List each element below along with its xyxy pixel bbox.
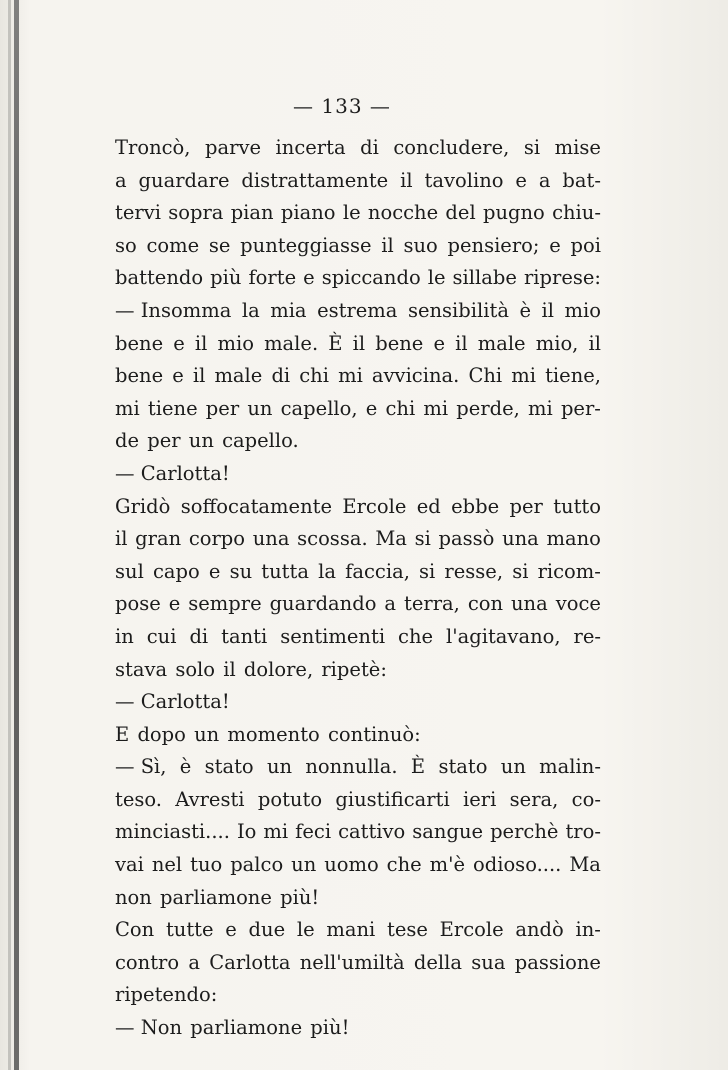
word: parve: [205, 136, 262, 159]
word: con: [467, 592, 504, 616]
word: le: [296, 918, 315, 942]
word: una: [502, 527, 539, 551]
word: parliamone: [190, 1016, 303, 1040]
word: di: [189, 624, 209, 648]
word: minciasti....: [115, 820, 230, 844]
word: E: [115, 722, 130, 746]
word: una: [252, 527, 290, 551]
word: punteggiasse: [240, 233, 372, 257]
word: battendo: [115, 266, 204, 290]
word: teso.: [115, 787, 162, 811]
word: nell'umiltà: [299, 950, 405, 974]
text-line: [115, 523, 601, 556]
word: suo: [403, 233, 438, 257]
word: mio: [217, 331, 254, 355]
word: sera,: [509, 787, 559, 811]
word: — Sì,: [115, 755, 167, 779]
word: distrattamente: [241, 168, 389, 192]
word: capello.: [222, 429, 299, 453]
text-line: [115, 197, 601, 230]
text-line: [115, 914, 601, 947]
body-text: [115, 132, 601, 1045]
word: tiene,: [545, 364, 601, 388]
word: nonnulla.: [305, 755, 398, 779]
word: mi: [528, 396, 553, 420]
word: — Carlotta!: [115, 461, 230, 485]
word: giustificarti: [335, 787, 450, 811]
word: un: [194, 722, 220, 746]
word: e: [173, 331, 185, 355]
word: dopo: [137, 722, 186, 746]
word: uomo: [324, 853, 379, 877]
word: ebbe: [451, 494, 500, 518]
word: mi: [115, 396, 140, 420]
word: tese: [387, 918, 428, 942]
word: chiu-: [552, 201, 601, 225]
word: corpo: [188, 527, 246, 551]
word: ieri: [463, 787, 497, 811]
word: mise: [554, 136, 601, 159]
word: come: [146, 233, 200, 257]
word: ripetè:: [321, 657, 387, 681]
word: a: [538, 168, 551, 192]
word: terra,: [404, 592, 460, 616]
word: più!: [280, 885, 320, 909]
word: Troncò,: [115, 136, 191, 159]
word: il: [192, 364, 206, 388]
word: Ma: [569, 853, 601, 877]
text-line: [115, 816, 601, 849]
word: chi: [385, 396, 416, 420]
word: sensibilità: [407, 298, 509, 322]
text-line: [115, 132, 601, 165]
word: per: [509, 494, 543, 518]
word: Ercole: [439, 918, 504, 942]
word: il: [194, 331, 208, 355]
word: dolore,: [243, 657, 314, 681]
text-line: [115, 230, 601, 263]
text-line: [115, 784, 601, 817]
word: in: [115, 624, 134, 648]
word: un: [291, 853, 317, 877]
word: — Non: [115, 1016, 183, 1040]
word: un: [500, 755, 526, 779]
word: spiccando: [321, 266, 421, 290]
text-line: [115, 947, 601, 980]
word: bene: [115, 364, 164, 388]
word: è: [519, 298, 531, 322]
text-line: [115, 621, 601, 654]
word: passione: [514, 950, 601, 974]
word: mia: [270, 298, 307, 322]
word: tavolino: [424, 168, 504, 192]
word: che: [398, 624, 434, 648]
word: tutte: [165, 918, 214, 942]
word: a: [384, 592, 397, 616]
text-line: [115, 1012, 601, 1045]
word: il: [541, 298, 554, 322]
word: momento: [227, 722, 320, 746]
word: parliamone: [160, 885, 272, 909]
word: continuò:: [327, 722, 421, 746]
word: m'è: [429, 853, 466, 877]
word: per: [147, 429, 181, 453]
word: in-: [575, 918, 601, 942]
text-line: [115, 360, 601, 393]
word: Avresti: [175, 787, 245, 811]
word: passò: [438, 527, 495, 551]
word: se: [208, 233, 231, 257]
text-line: [115, 719, 601, 752]
word: del: [445, 201, 476, 225]
word: potuto: [257, 787, 323, 811]
word: re-: [573, 624, 601, 648]
word: bene: [375, 331, 424, 355]
word: bat-: [562, 168, 601, 192]
word: stato: [204, 755, 254, 779]
word: tanti: [221, 624, 268, 648]
word: e: [172, 364, 184, 388]
word: si: [512, 559, 529, 583]
word: forte: [248, 266, 297, 290]
word: andò: [515, 918, 564, 942]
word: la: [318, 559, 336, 583]
text-line: [115, 393, 601, 426]
word: il: [223, 657, 236, 681]
word: che: [386, 853, 422, 877]
word: faccia,: [345, 559, 410, 583]
word: le: [342, 201, 361, 225]
word: cui: [146, 624, 177, 648]
word: sentimenti: [280, 624, 386, 648]
word: guardare: [138, 168, 230, 192]
word: di: [271, 364, 291, 388]
text-line: [115, 751, 601, 784]
word: so: [115, 233, 137, 257]
text-line: [115, 588, 601, 621]
word: si: [419, 559, 436, 583]
word: per: [205, 396, 240, 420]
word: palco: [230, 853, 284, 877]
word: soffocatamente: [180, 494, 333, 518]
word: si: [523, 136, 541, 159]
text-line: [115, 686, 601, 719]
word: più!: [310, 1016, 350, 1040]
word: sopra: [168, 201, 224, 225]
word: odioso....: [472, 853, 562, 877]
word: più: [210, 266, 242, 290]
word: un: [188, 429, 214, 453]
word: resse,: [444, 559, 504, 583]
word: mani: [326, 918, 376, 942]
word: perchè: [490, 820, 559, 844]
word: pugno: [482, 201, 545, 225]
word: contro: [115, 950, 180, 974]
word: Io: [236, 820, 257, 844]
word: pian: [230, 201, 274, 225]
word: Carlotta: [209, 950, 291, 974]
word: gran: [135, 527, 182, 551]
word: tervi: [115, 201, 161, 225]
word: e: [365, 396, 378, 420]
word: pensiero;: [447, 233, 540, 257]
word: di: [360, 136, 379, 159]
word: la: [241, 298, 260, 322]
word: — Carlotta!: [115, 690, 230, 714]
word: stava: [115, 657, 168, 681]
page-number: — 133 —: [293, 94, 391, 118]
word: cattivo: [338, 820, 406, 844]
word: e: [303, 266, 315, 290]
word: sul: [115, 559, 144, 583]
word: scossa.: [297, 527, 368, 551]
word: e: [433, 331, 445, 355]
word: mi: [263, 820, 289, 844]
word: voce: [555, 592, 601, 616]
page-edge: [14, 0, 19, 1070]
text-line: [115, 425, 601, 458]
word: chi: [299, 364, 329, 388]
word: perde,: [456, 396, 520, 420]
word: sempre: [188, 592, 262, 616]
word: Gridò: [115, 494, 171, 518]
word: e: [208, 559, 221, 583]
word: pose: [115, 592, 161, 616]
word: estrema: [317, 298, 398, 322]
word: de: [115, 429, 140, 453]
word: male: [214, 364, 263, 388]
word: non: [115, 885, 152, 909]
word: il: [588, 331, 601, 355]
word: incerta: [275, 136, 346, 159]
word: È: [410, 755, 426, 779]
word: feci: [295, 820, 332, 844]
word: malin-: [539, 755, 601, 779]
word: guardando: [269, 592, 377, 616]
word: e: [168, 592, 181, 616]
word: nel: [151, 853, 183, 877]
word: piano: [280, 201, 336, 225]
word: il: [455, 331, 468, 355]
word: è: [179, 755, 192, 779]
word: e: [549, 233, 561, 257]
word: Ma: [375, 527, 407, 551]
word: male.: [264, 331, 319, 355]
word: due: [248, 918, 286, 942]
word: co-: [571, 787, 601, 811]
word: l'agitavano,: [446, 624, 561, 648]
text-line: [115, 882, 601, 915]
text-line: [115, 849, 601, 882]
word: tutto: [553, 494, 601, 518]
word: stato: [438, 755, 488, 779]
word: tiene: [147, 396, 198, 420]
text-line: [115, 328, 601, 361]
word: tutta: [261, 559, 309, 583]
word: bene: [115, 331, 164, 355]
word: e: [515, 168, 527, 192]
word: e: [225, 918, 237, 942]
word: vai: [115, 853, 144, 877]
text-line: [115, 295, 601, 328]
word: sillabe: [452, 266, 517, 290]
text-line: [115, 458, 601, 491]
binding-shadow: [8, 0, 11, 1070]
word: Chi: [468, 364, 503, 388]
word: tuo: [190, 853, 223, 877]
word: mi: [511, 364, 536, 388]
text-line: [115, 654, 601, 687]
text-line: [115, 262, 601, 295]
word: solo: [175, 657, 216, 681]
word: mio,: [535, 331, 579, 355]
text-line: [115, 165, 601, 198]
word: una: [511, 592, 548, 616]
word: poi: [570, 233, 601, 257]
word: su: [229, 559, 253, 583]
word: È: [328, 331, 343, 355]
word: a: [188, 950, 201, 974]
word: mio: [564, 298, 601, 322]
word: ed: [416, 494, 441, 518]
word: si: [414, 527, 431, 551]
text-line: [115, 556, 601, 589]
word: le: [427, 266, 446, 290]
word: ricom-: [537, 559, 601, 583]
word: a: [115, 168, 127, 192]
word: un: [266, 755, 293, 779]
word: tro-: [565, 820, 601, 844]
word: il: [352, 331, 366, 355]
word: il: [115, 527, 128, 551]
word: un: [247, 396, 273, 420]
word: riprese:: [523, 266, 601, 290]
word: ripetendo:: [115, 983, 218, 1007]
word: il: [400, 168, 413, 192]
word: concludere,: [393, 136, 510, 159]
word: avvicina.: [371, 364, 460, 388]
word: capello,: [280, 396, 358, 420]
word: mi: [338, 364, 363, 388]
word: della: [413, 950, 463, 974]
word: Con: [115, 918, 155, 942]
word: sua: [471, 950, 506, 974]
word: mi: [423, 396, 449, 420]
word: male: [477, 331, 526, 355]
word: mano: [546, 527, 601, 551]
word: Ercole: [342, 494, 407, 518]
word: — Insomma: [115, 298, 232, 322]
word: il: [381, 233, 394, 257]
word: capo: [152, 559, 200, 583]
word: nocche: [367, 201, 439, 225]
word: sangue: [412, 820, 484, 844]
word: per-: [560, 396, 601, 420]
text-line: [115, 491, 601, 524]
text-line: [115, 979, 601, 1012]
